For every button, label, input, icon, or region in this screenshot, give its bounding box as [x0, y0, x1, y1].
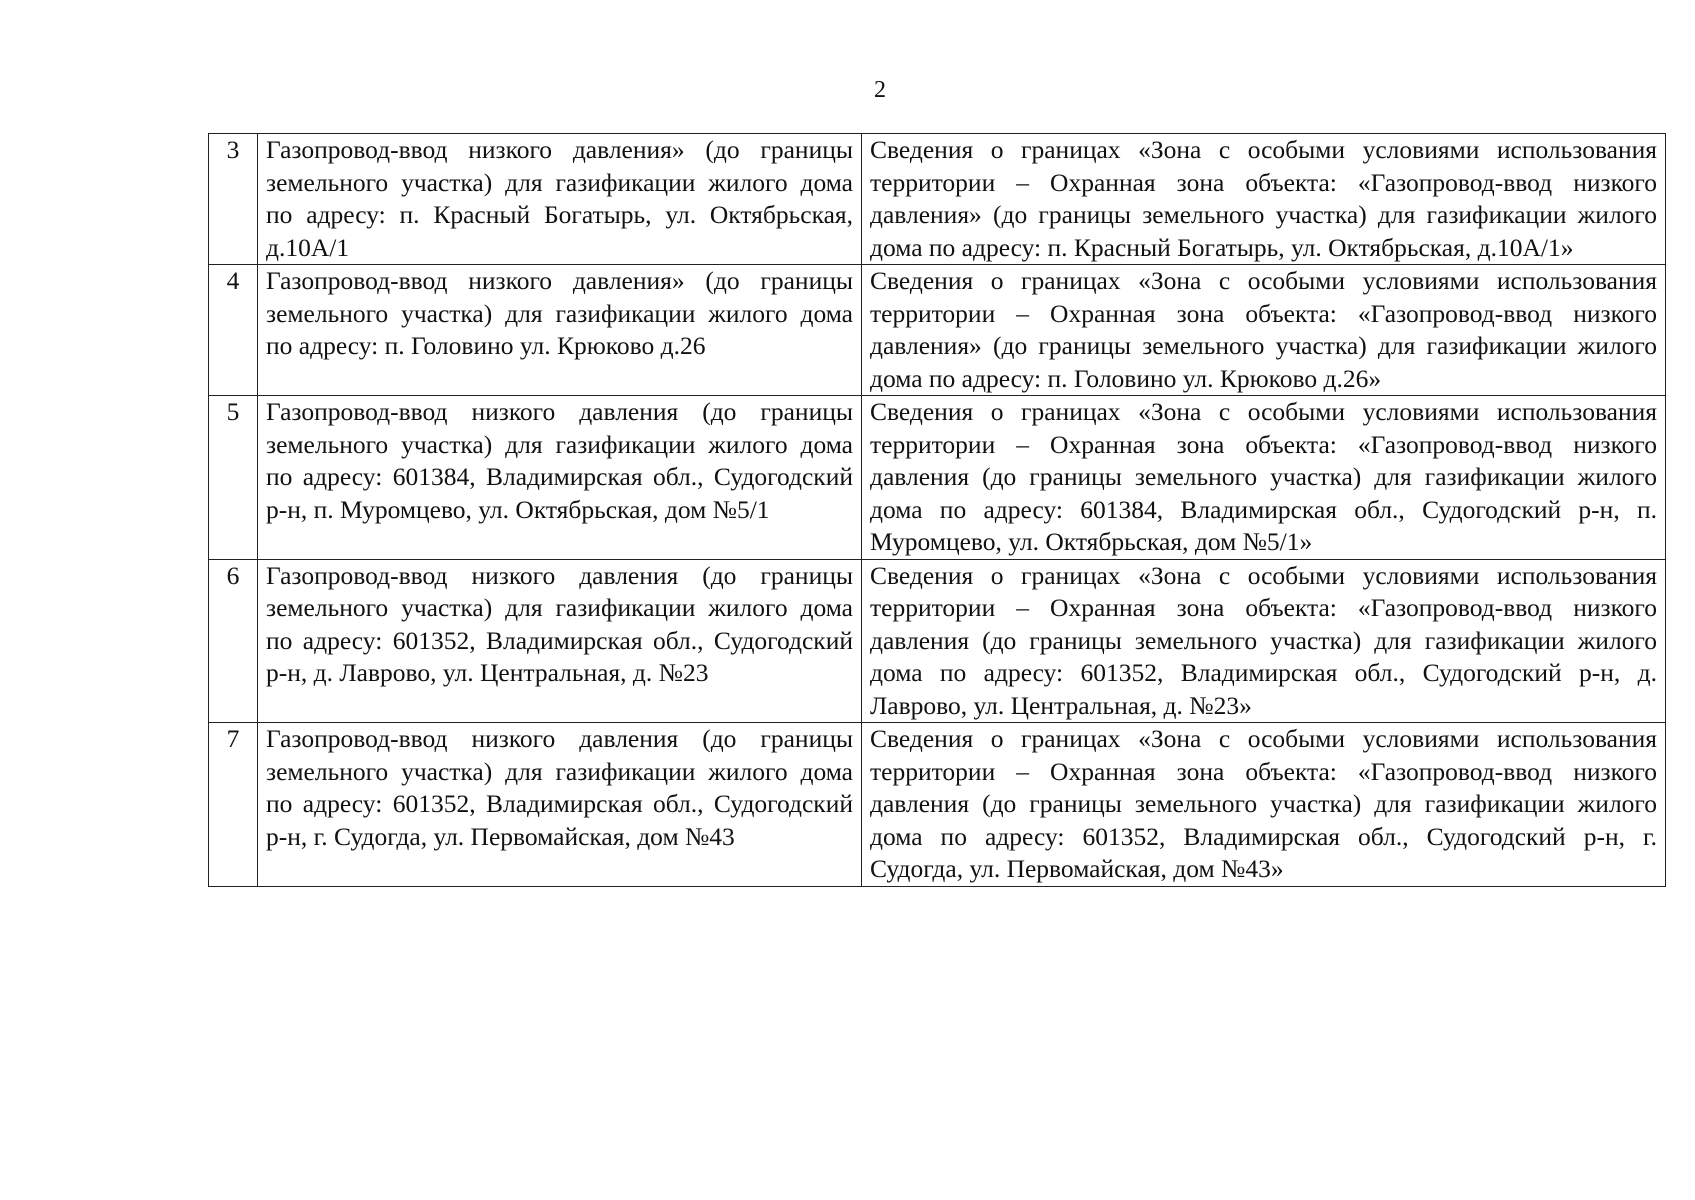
table-row — [209, 134, 1666, 265]
table-row — [209, 723, 1666, 887]
row-number: 7 — [209, 723, 258, 887]
table-row — [209, 396, 1666, 560]
object-description: Газопровод-ввод низкого давления (до границы земельного участка) для газификации жилого дома по адресу: 601384, Владимирская обл., Судогодский р-н, п. Муромцево, ул. Октябрьская, дом №5/1 — [258, 396, 862, 560]
row-number: 5 — [209, 396, 258, 560]
page-number: 2 — [874, 77, 886, 103]
row-number: 3 — [209, 134, 258, 265]
registry-table — [208, 133, 1666, 887]
zone-info: Сведения о границах «Зона с особыми условиями использования территории – Охранная зона объекта: «Газопровод-ввод низкого давления» (до границы земельного участка) для газификации жилого дома по адресу: п. Красный Богатырь, ул. Октябрьская, д.10А/1» — [862, 134, 1666, 265]
table-row — [209, 559, 1666, 723]
row-number: 4 — [209, 265, 258, 396]
table-row — [209, 265, 1666, 396]
zone-info: Сведения о границах «Зона с особыми условиями использования территории – Охранная зона объекта: «Газопровод-ввод низкого давления (до границы земельного участка) для газификации жилого дома по адресу: 601352, Владимирская обл., Судогодский р-н, д. Лаврово, ул. Центральная, д. №23» — [862, 559, 1666, 723]
object-description: Газопровод-ввод низкого давления (до границы земельного участка) для газификации жилого дома по адресу: 601352, Владимирская обл., Судогодский р-н, д. Лаврово, ул. Центральная, д. №23 — [258, 559, 862, 723]
object-description: Газопровод-ввод низкого давления (до границы земельного участка) для газификации жилого дома по адресу: 601352, Владимирская обл., Судогодский р-н, г. Судогда, ул. Первомайская, дом №43 — [258, 723, 862, 887]
zone-info: Сведения о границах «Зона с особыми условиями использования территории – Охранная зона объекта: «Газопровод-ввод низкого давления (до границы земельного участка) для газификации жилого дома по адресу: 601384, Владимирская обл., Судогодский р-н, п. Муромцево, ул. Октябрьская, дом №5/1» — [862, 396, 1666, 560]
zone-info: Сведения о границах «Зона с особыми условиями использования территории – Охранная зона объекта: «Газопровод-ввод низкого давления» (до границы земельного участка) для газификации жилого дома по адресу: п. Головино ул. Крюково д.26» — [862, 265, 1666, 396]
object-description: Газопровод-ввод низкого давления» (до границы земельного участка) для газификации жилого дома по адресу: п. Красный Богатырь, ул. Октябрьская, д.10А/1 — [258, 134, 862, 265]
object-description: Газопровод-ввод низкого давления» (до границы земельного участка) для газификации жилого дома по адресу: п. Головино ул. Крюково д.26 — [258, 265, 862, 396]
row-number: 6 — [209, 559, 258, 723]
zone-info: Сведения о границах «Зона с особыми условиями использования территории – Охранная зона объекта: «Газопровод-ввод низкого давления (до границы земельного участка) для газификации жилого дома по адресу: 601352, Владимирская обл., Судогодский р-н, г. Судогда, ул. Первомайская, дом №43» — [862, 723, 1666, 887]
